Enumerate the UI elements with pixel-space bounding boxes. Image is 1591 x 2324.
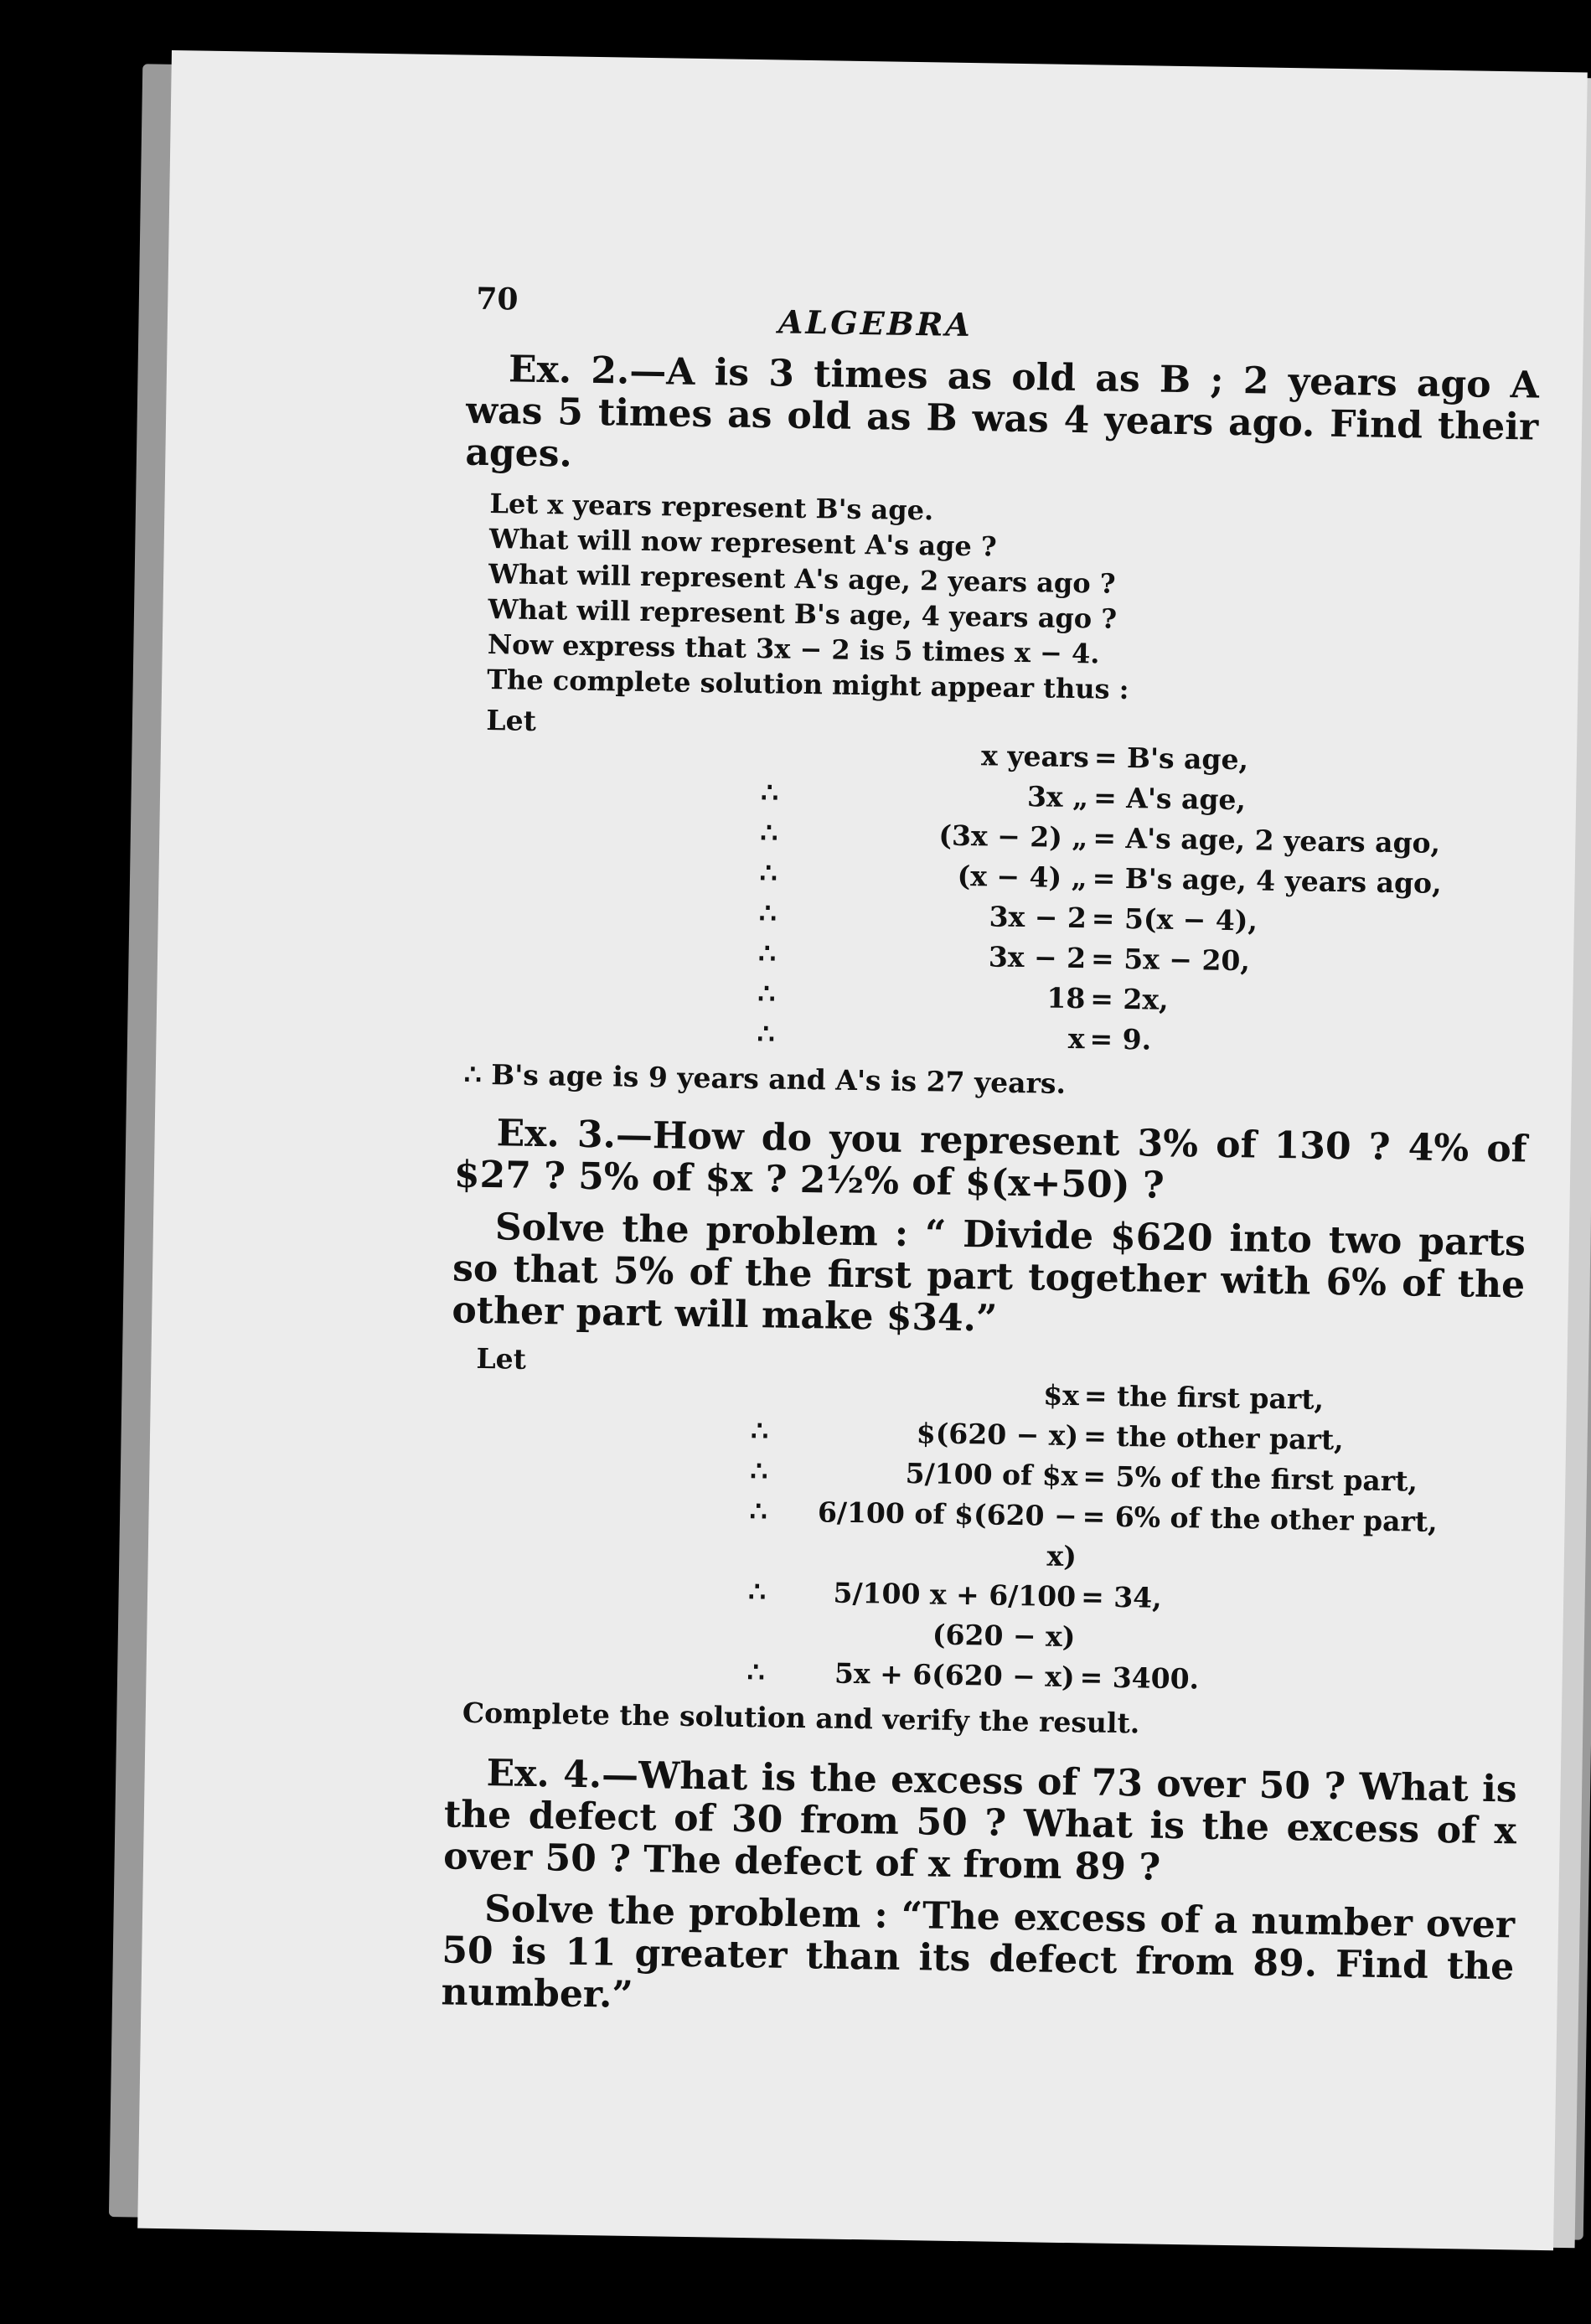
therefore-sign: ∴: [749, 1495, 768, 1528]
equation-lhs: $(620 − x): [916, 1417, 1079, 1453]
equation-rhs: = A's age, 2 years ago,: [1093, 821, 1441, 860]
equation-lhs: 5/100 x + 6/100 (620 − x): [833, 1576, 1077, 1654]
equation-lhs: 3x − 2: [988, 940, 1087, 975]
ex2-equations: [456, 728, 1533, 1066]
therefore-sign: ∴: [746, 1655, 765, 1689]
page-number: 70: [476, 281, 519, 318]
ex3-note: Complete the solution and verify the result.: [462, 1696, 1140, 1740]
equation-lhs: 5x + 6(620 − x): [834, 1656, 1075, 1694]
equation-lhs: 3x − 2: [989, 900, 1087, 935]
therefore-sign: ∴: [750, 1454, 768, 1488]
therefore-sign: ∴: [760, 816, 778, 850]
equation-lhs: x: [1067, 1021, 1085, 1056]
therefore-sign: ∴: [757, 977, 776, 1010]
equation-rhs: = 34,: [1080, 1580, 1162, 1614]
therefore-sign: ∴: [750, 1414, 769, 1448]
ex2-conclusion: ∴ B's age is 9 years and A's is 27 years.: [463, 1057, 1067, 1100]
equation-rhs: = B's age,: [1093, 741, 1249, 777]
ex4-problem: Solve the problem : “The excess of a number over 50 is 11 greater than its defect from 89. Find the number.”: [441, 1888, 1516, 2017]
ex4-statement: Ex. 4.—What is the excess of 73 over 50 ? What is the defect of 30 from 50 ? What is the excess of x over 50 ? The defect of x from 89 ?: [442, 1752, 1517, 1889]
therefore-sign: ∴: [757, 937, 777, 970]
therefore-sign: ∴: [759, 856, 777, 890]
running-head: ALGEBRA: [777, 302, 974, 344]
equation-rhs: = A's age,: [1093, 781, 1247, 817]
equation-rhs: = the other part,: [1082, 1419, 1344, 1457]
ex2-let: Let: [486, 703, 537, 737]
step: Now express that 3x − 2 is 5 times x − 4.: [487, 628, 1100, 670]
equation-lhs: (x − 4) „: [957, 859, 1087, 895]
ex3-statement: Ex. 3.—How do you represent 3% of 130 ? 4% of $27 ? 5% of $x ? 2½% of $(x+50) ?: [453, 1112, 1527, 1207]
equation-rhs: = 5x − 20,: [1090, 942, 1251, 978]
therefore-sign: ∴: [757, 1017, 775, 1051]
therefore-sign: ∴: [758, 896, 777, 930]
equation-rhs: = 5(x − 4),: [1091, 901, 1258, 937]
equation-rhs: = 5% of the first part,: [1082, 1459, 1418, 1498]
ex3-problem: Solve the problem : “ Divide $620 into two parts so that 5% of the first part together with 6% of the other part will make $34.”: [452, 1206, 1526, 1340]
equation-rhs: = 6% of the other part,: [1082, 1500, 1438, 1538]
equation-rhs: = 3400.: [1079, 1660, 1200, 1696]
therefore-sign: ∴: [747, 1575, 767, 1609]
page-content: [441, 349, 1539, 2041]
step: What will now represent A's age ?: [488, 523, 997, 563]
therefore-sign: [451, 1366, 803, 1412]
ex3-let: Let: [476, 1341, 527, 1376]
equation-lhs: 6/100 of $(620 − x): [817, 1495, 1077, 1573]
ex3-equations: [446, 1366, 1523, 1704]
equation-rhs: = 9.: [1089, 1022, 1152, 1056]
equation-lhs: 18: [1046, 981, 1086, 1015]
step: Let x years represent B's age.: [489, 488, 934, 527]
step: What will represent B's age, 4 years ago ?: [488, 593, 1118, 635]
equation-lhs: $x: [1042, 1378, 1080, 1412]
therefore-sign: ∴: [760, 776, 779, 809]
equation-lhs: x years: [980, 739, 1090, 774]
ex2-steps: [487, 486, 1537, 714]
step: The complete solution might appear thus :: [486, 664, 1129, 706]
equation-rhs: = 2x,: [1090, 982, 1169, 1016]
equation-rhs: = the first part,: [1083, 1379, 1325, 1416]
equation-lhs: 3x „: [1026, 780, 1089, 814]
equation-lhs: (3x − 2) „: [938, 819, 1088, 855]
therefore-sign: [461, 728, 814, 774]
book-page: [137, 50, 1588, 2250]
ex2-statement: Ex. 2.—A is 3 times as old as B ; 2 years ago A was 5 times as old as B was 4 years ago. Find their ages.: [465, 348, 1540, 476]
step: What will represent A's age, 2 years ago ?: [488, 558, 1116, 600]
equation-rhs: = B's age, 4 years ago,: [1092, 861, 1442, 900]
equation-lhs: 5/100 of $x: [905, 1456, 1078, 1493]
